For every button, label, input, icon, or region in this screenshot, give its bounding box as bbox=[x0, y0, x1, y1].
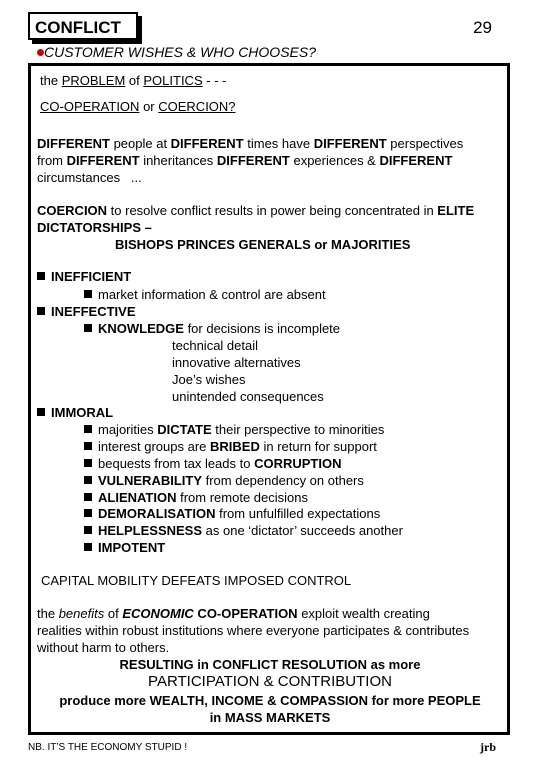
bullet-icon bbox=[37, 49, 44, 56]
para1-text: DIFFERENT bbox=[170, 136, 244, 151]
item-post: as one ‘dictator’ succeeds another bbox=[202, 523, 403, 538]
item-post: from dependency on others bbox=[202, 473, 364, 488]
square-bullet-icon bbox=[84, 476, 92, 484]
item-bold: HELPLESSNESS bbox=[98, 523, 203, 538]
immoral-item bbox=[84, 506, 380, 521]
list-immoral bbox=[37, 405, 113, 420]
benefits-economic: ECONOMIC bbox=[122, 606, 194, 621]
benefits-coop: CO-OPERATION bbox=[193, 606, 298, 621]
produce-line: produce more WEALTH, INCOME & COMPASSION for more PEOPLE bbox=[59, 693, 481, 708]
intro-dashes: - - - bbox=[206, 73, 227, 88]
para1-text: from bbox=[37, 153, 67, 168]
participation-line: PARTICIPATION & CONTRIBUTION bbox=[148, 673, 392, 690]
item-bold: VULNERABILITY bbox=[98, 473, 202, 488]
square-bullet-icon bbox=[84, 543, 92, 551]
page-number: 29 bbox=[473, 18, 492, 37]
list-inefficient bbox=[37, 269, 131, 284]
subtitle bbox=[44, 44, 316, 60]
para1-line2 bbox=[37, 153, 452, 168]
item-pre: interest groups are bbox=[98, 439, 211, 454]
title-box bbox=[28, 12, 138, 40]
para2-rest: to resolve conflict results in power being concentrated in bbox=[107, 203, 438, 218]
square-bullet-icon bbox=[84, 459, 92, 467]
benefits-italic: benefits bbox=[58, 606, 105, 621]
square-bullet-icon bbox=[84, 290, 92, 298]
para2-line1 bbox=[37, 203, 474, 218]
list-knowledge bbox=[84, 321, 340, 336]
sub-item: innovative alternatives bbox=[172, 355, 301, 370]
list-label: INEFFICIENT bbox=[51, 269, 132, 284]
cooperation-line bbox=[40, 99, 236, 114]
problem-line bbox=[40, 73, 226, 88]
author-initials: jrb bbox=[480, 740, 496, 754]
item-pre: majorities bbox=[98, 422, 158, 437]
intro-of: of bbox=[128, 73, 140, 88]
list-ineffective bbox=[37, 304, 136, 319]
item-post: in return for support bbox=[259, 439, 377, 454]
sub-item: Joe’s wishes bbox=[172, 372, 246, 387]
para1-text: DIFFERENT bbox=[216, 153, 290, 168]
benefits-text: the bbox=[37, 606, 59, 621]
para1-text: times have bbox=[243, 136, 314, 151]
benefits-line2: realities within robust institutions where everyone participates & contributes bbox=[37, 623, 470, 638]
item-post: from unfulfilled expectations bbox=[215, 506, 381, 521]
intro-problem: PROBLEM bbox=[61, 73, 126, 88]
para1-text: inheritances bbox=[139, 153, 217, 168]
benefits-line1 bbox=[37, 606, 430, 621]
item-post: their perspective to minorities bbox=[211, 422, 385, 437]
intro-coercion: COERCION? bbox=[158, 99, 236, 114]
para1-text: experiences & bbox=[289, 153, 380, 168]
intro-the: the bbox=[40, 73, 59, 88]
immoral-item bbox=[84, 473, 364, 488]
item-post: from remote decisions bbox=[176, 490, 308, 505]
para1-text: DIFFERENT bbox=[313, 136, 387, 151]
square-bullet-icon bbox=[84, 509, 92, 517]
item-bold: DICTATE bbox=[157, 422, 212, 437]
square-bullet-icon bbox=[84, 526, 92, 534]
list-market-info bbox=[84, 287, 326, 302]
immoral-item bbox=[84, 490, 308, 505]
immoral-item bbox=[84, 456, 341, 471]
list-bold: KNOWLEDGE bbox=[98, 321, 184, 336]
para1-line3: circumstances ... bbox=[37, 170, 142, 185]
square-bullet-icon bbox=[37, 307, 45, 315]
para2-coercion: COERCION bbox=[37, 203, 108, 218]
item-pre: bequests from tax leads to bbox=[98, 456, 255, 471]
sub-item: technical detail bbox=[172, 338, 258, 353]
para2-elite: ELITE bbox=[437, 203, 475, 218]
mass-markets-line: in MASS MARKETS bbox=[209, 710, 331, 725]
capital-mobility: CAPITAL MOBILITY DEFEATS IMPOSED CONTROL bbox=[41, 573, 352, 588]
immoral-item bbox=[84, 540, 165, 555]
square-bullet-icon bbox=[84, 442, 92, 450]
para1-text: DIFFERENT bbox=[66, 153, 140, 168]
list-label: market information & control are absent bbox=[98, 287, 326, 302]
item-bold: ALIENATION bbox=[98, 490, 177, 505]
para1-line1 bbox=[37, 136, 463, 151]
immoral-item bbox=[84, 439, 377, 454]
item-bold: IMPOTENT bbox=[98, 540, 166, 555]
square-bullet-icon bbox=[84, 324, 92, 332]
immoral-item bbox=[84, 523, 403, 538]
para2-line2: DICTATORSHIPS – bbox=[37, 220, 152, 235]
item-bold: CORRUPTION bbox=[254, 456, 342, 471]
square-bullet-icon bbox=[37, 272, 45, 280]
page-title: CONFLICT bbox=[35, 18, 121, 37]
para1-text: DIFFERENT bbox=[379, 153, 453, 168]
benefits-line3: without harm to others. bbox=[37, 640, 170, 655]
benefits-text: of bbox=[104, 606, 123, 621]
para1-text: people at bbox=[109, 136, 171, 151]
item-bold: DEMORALISATION bbox=[98, 506, 216, 521]
subtitle-text: CUSTOMER WISHES & WHO CHOOSES? bbox=[44, 44, 316, 60]
para2-line3: BISHOPS PRINCES GENERALS or MAJORITIES bbox=[115, 237, 411, 252]
list-label: IMMORAL bbox=[51, 405, 114, 420]
list-label: for decisions is incomplete bbox=[183, 321, 341, 336]
square-bullet-icon bbox=[84, 493, 92, 501]
footer-note: NB. IT’S THE ECONOMY STUPID ! bbox=[28, 742, 188, 753]
benefits-text: exploit wealth creating bbox=[297, 606, 430, 621]
immoral-item bbox=[84, 422, 384, 437]
resulting-line: RESULTING in CONFLICT RESOLUTION as more bbox=[119, 657, 421, 672]
sub-item: unintended consequences bbox=[172, 389, 324, 404]
intro-politics: POLITICS bbox=[143, 73, 203, 88]
square-bullet-icon bbox=[37, 408, 45, 416]
square-bullet-icon bbox=[84, 425, 92, 433]
intro-cooperation: CO-OPERATION bbox=[40, 99, 140, 114]
para1-text: DIFFERENT bbox=[37, 136, 110, 151]
intro-or: or bbox=[143, 99, 155, 114]
list-label: INEFFECTIVE bbox=[51, 304, 136, 319]
para1-text: perspectives bbox=[386, 136, 464, 151]
item-bold: BRIBED bbox=[210, 439, 260, 454]
